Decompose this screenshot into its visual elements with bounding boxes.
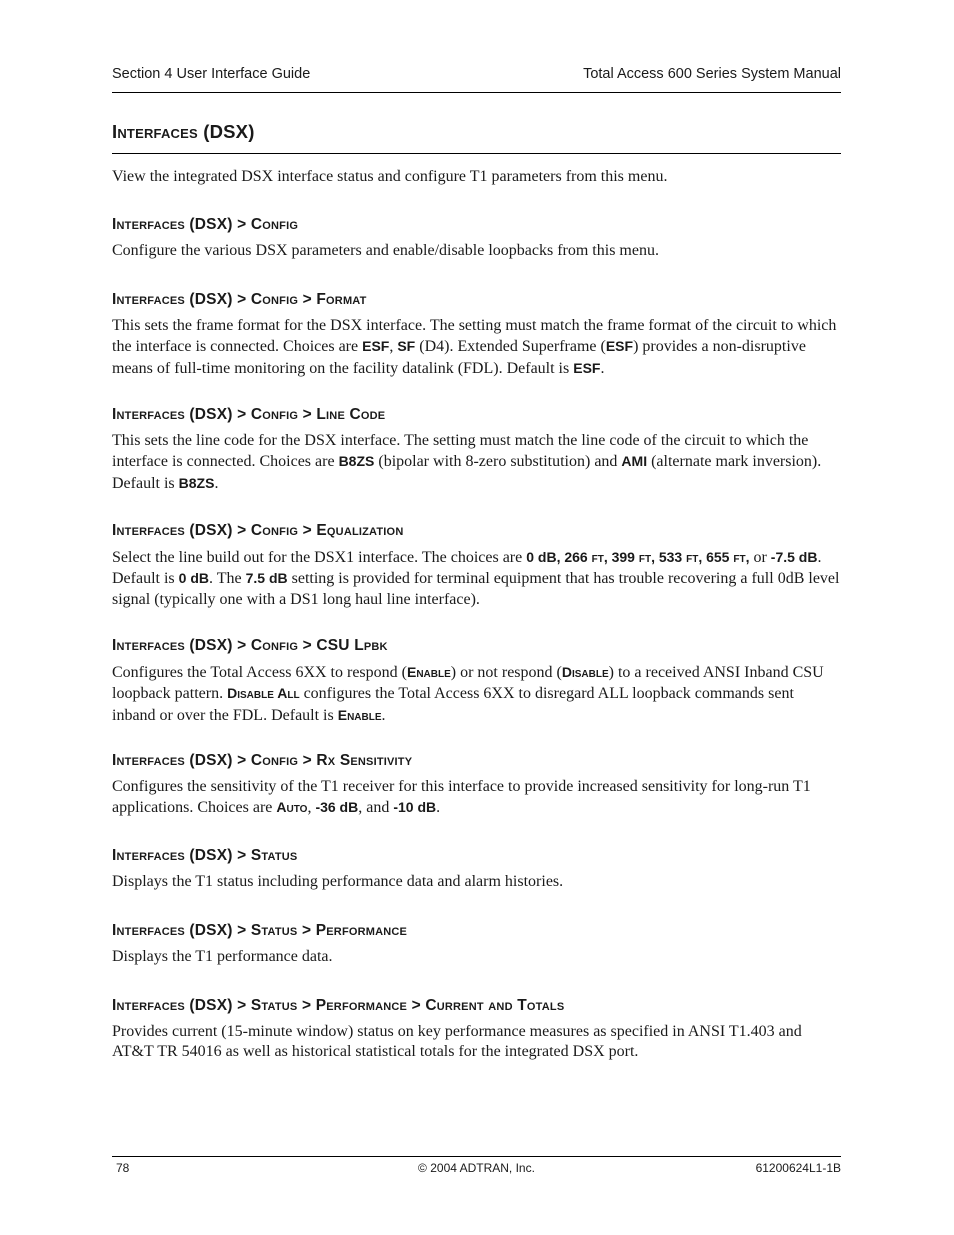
heading-current-totals: Interfaces (DSX) > Status > Performance > Current and Totals [112, 997, 565, 1014]
header-section-label: Section 4 User Interface Guide [112, 66, 311, 82]
current-totals-paragraph: Provides current (15-minute window) status on key performance measures as specified in ANSI T1.403 and AT&T TR 54016 as well as historical statistical totals for the integrated DSX port. [112, 1023, 802, 1061]
heading-rx-sensitivity: Interfaces (DSX) > Config > Rx Sensitivity [112, 752, 413, 769]
equalization-paragraph: Select the line build out for the DSX1 interface. The choices are 0 dB, 266 ft, 399 ft, 533 ft, 655 ft, or -7.5 dB. Default is 0 dB. The 7.5 dB setting is provided for terminal equipment that has trouble recovering a full 0dB level signal (typically one with a DS1 long haul line interface). [112, 549, 840, 608]
intro-paragraph: View the integrated DSX interface status and configure T1 parameters from this menu. [112, 168, 668, 185]
format-paragraph: This sets the frame format for the DSX interface. The setting must match the frame format of the circuit to which the interface is connected. Choices are ESF, SF (D4). Extended Superframe (ESF) provides a non-disruptive means of full-time monitoring on the facility datalink (FDL). Default is ESF. [112, 317, 837, 377]
heading-equalization: Interfaces (DSX) > Config > Equalization [112, 522, 404, 539]
page-number: 78 [116, 1161, 130, 1175]
heading-csu-lpbk: Interfaces (DSX) > Config > CSU Lpbk [112, 637, 388, 654]
config-paragraph: Configure the various DSX parameters and enable/disable loopbacks from this menu. [112, 242, 659, 259]
document-number: 61200624L1-1B [755, 1161, 841, 1175]
heading-line-code: Interfaces (DSX) > Config > Line Code [112, 406, 386, 423]
header-manual-title: Total Access 600 Series System Manual [583, 66, 841, 82]
heading-config: Interfaces (DSX) > Config [112, 216, 299, 233]
heading-status: Interfaces (DSX) > Status [112, 847, 298, 864]
rx-sensitivity-paragraph: Configures the sensitivity of the T1 receiver for this interface to provide increased sensitivity for long-run T1 applications. Choices are Auto, -36 dB, and -10 dB. [112, 778, 811, 817]
performance-paragraph: Displays the T1 performance data. [112, 948, 333, 965]
page-title: Interfaces (DSX) [112, 118, 841, 154]
heading-format: Interfaces (DSX) > Config > Format [112, 291, 367, 308]
heading-performance: Interfaces (DSX) > Status > Performance [112, 922, 408, 939]
status-paragraph: Displays the T1 status including performance data and alarm histories. [112, 873, 564, 890]
page-header [112, 64, 841, 93]
copyright: © 2004 ADTRAN, Inc. [418, 1161, 535, 1175]
line-code-paragraph: This sets the line code for the DSX interface. The setting must match the line code of the circuit to which the interface is connected. Choices are B8ZS (bipolar with 8-zero substitution) and AMI (alternate mark inversion). Default is B8ZS. [112, 432, 822, 492]
csu-lpbk-paragraph: Configures the Total Access 6XX to respond (Enable) or not respond (Disable) to a received ANSI Inband CSU loopback pattern. Disable All configures the Total Access 6XX to disregard ALL loopback commands sent inband or over the FDL. Default is Enable. [112, 664, 824, 724]
page-footer [112, 1156, 841, 1181]
